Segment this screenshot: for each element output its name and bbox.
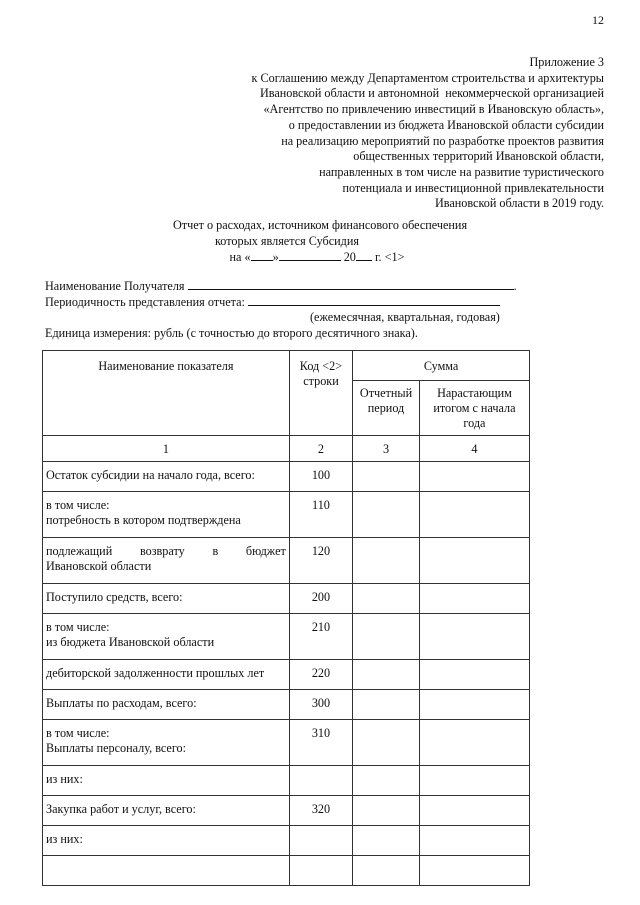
appendix-line: Ивановской области в 2019 году. — [434, 196, 604, 211]
recipient-end: . — [513, 279, 517, 293]
table-row — [43, 492, 530, 538]
row-code — [289, 856, 352, 886]
indicator-cell — [43, 614, 290, 660]
indicator-name: Выплаты по расходам, всего: — [46, 696, 197, 710]
indicator-cell — [43, 584, 290, 614]
day-blank[interactable] — [251, 249, 273, 261]
row-code: 300 — [289, 690, 352, 720]
row-code: 200 — [289, 584, 352, 614]
reporting-period-value[interactable] — [353, 856, 420, 886]
reporting-period-value[interactable] — [353, 462, 420, 492]
reporting-period-value[interactable] — [353, 766, 420, 796]
expense-report-table — [42, 350, 530, 886]
appendix-line: Приложение 3 — [529, 55, 604, 69]
header-sum: Сумма — [353, 351, 530, 381]
appendix-line: направленных в том числе на развитие туристического — [319, 164, 604, 179]
row-code: 310 — [289, 720, 352, 766]
col-num-4: 4 — [419, 436, 529, 462]
header-reporting-period: Отчетный период — [353, 381, 420, 436]
indicator-cell — [43, 462, 290, 492]
table-row — [43, 462, 530, 492]
table-row — [43, 826, 530, 856]
indicator-cell — [43, 690, 290, 720]
unit-of-measure: Единица измерения: рубль (с точностью до второго десятичного знака). — [45, 325, 418, 340]
indicator-name: из них: — [46, 772, 83, 786]
recipient-row — [45, 278, 517, 294]
page-number: 12 — [592, 13, 604, 27]
table-row — [43, 690, 530, 720]
date-mid1: » — [272, 250, 279, 265]
report-title — [0, 218, 640, 266]
row-code — [289, 766, 352, 796]
cumulative-value[interactable] — [419, 856, 529, 886]
appendix-line: к Соглашению между Департаментом строительства и архитектуры — [251, 70, 604, 85]
col-num-2: 2 — [289, 436, 352, 462]
reporting-period-value[interactable] — [353, 720, 420, 766]
cumulative-value[interactable] — [419, 766, 529, 796]
header-indicator: Наименование показателя — [43, 351, 290, 436]
row-code — [289, 826, 352, 856]
appendix-line: Ивановской области и автономной некоммерческой организацией — [259, 86, 604, 101]
table-row — [43, 766, 530, 796]
cumulative-value[interactable] — [419, 660, 529, 690]
indicator-name: Закупка работ и услуг, всего: — [46, 802, 196, 816]
table-row — [43, 538, 530, 584]
indicator-name: в том числе: — [46, 498, 110, 512]
indicator-name: в том числе: — [46, 726, 110, 740]
period-label: Периодичность представления отчета: — [45, 295, 248, 310]
header-row — [43, 351, 530, 381]
reporting-period-value[interactable] — [353, 492, 420, 538]
period-row — [45, 294, 517, 310]
cumulative-value[interactable] — [419, 614, 529, 660]
cumulative-value[interactable] — [419, 826, 529, 856]
reporting-period-value[interactable] — [353, 538, 420, 584]
indicator-name-line2: Ивановской области — [46, 559, 152, 573]
indicator-cell — [43, 766, 290, 796]
report-date-line — [0, 249, 637, 266]
period-input[interactable] — [248, 294, 500, 306]
row-code: 110 — [289, 492, 352, 538]
column-number-row — [43, 436, 530, 462]
indicator-name: Остаток субсидии на начало года, всего: — [46, 468, 255, 482]
date-mid2: 20 — [340, 250, 356, 265]
year-blank[interactable] — [356, 249, 372, 261]
cumulative-value[interactable] — [419, 584, 529, 614]
indicator-name: подлежащий возврату в бюджет — [46, 544, 286, 558]
header-code: Код <2> строки — [289, 351, 352, 436]
table-row — [43, 796, 530, 826]
table-row — [43, 584, 530, 614]
cumulative-value[interactable] — [419, 538, 529, 584]
indicator-cell — [43, 826, 290, 856]
row-code: 220 — [289, 660, 352, 690]
reporting-period-value[interactable] — [353, 660, 420, 690]
appendix-line: потенциала и инвестиционной привлекательности — [342, 180, 604, 195]
row-code: 320 — [289, 796, 352, 826]
indicator-name: в том числе: — [46, 620, 110, 634]
appendix-line: общественных территорий Ивановской области, — [353, 149, 604, 164]
reporting-period-value[interactable] — [353, 796, 420, 826]
reporting-period-value[interactable] — [353, 584, 420, 614]
col-num-3: 3 — [353, 436, 420, 462]
reporting-period-value[interactable] — [353, 690, 420, 720]
indicator-name-line2: потребность в котором подтверждена — [46, 513, 241, 527]
header-cumulative: Нарастающим итогом с начала года — [419, 381, 529, 436]
appendix-header — [184, 55, 604, 212]
cumulative-value[interactable] — [419, 796, 529, 826]
row-code: 100 — [289, 462, 352, 492]
indicator-cell — [43, 660, 290, 690]
cumulative-value[interactable] — [419, 462, 529, 492]
appendix-line: о предоставлении из бюджета Ивановской области субсидии — [288, 117, 604, 132]
table-row — [43, 660, 530, 690]
indicator-name-line2: из бюджета Ивановской области — [46, 635, 215, 649]
row-code: 120 — [289, 538, 352, 584]
appendix-line: на реализацию мероприятий по разработке проектов развития — [281, 133, 604, 148]
indicator-cell — [43, 720, 290, 766]
date-suffix: г. <1> — [371, 250, 405, 265]
table-row — [43, 614, 530, 660]
indicator-cell — [43, 538, 290, 584]
report-fields — [45, 278, 517, 341]
reporting-period-value[interactable] — [353, 614, 420, 660]
indicator-name: Поступило средств, всего: — [46, 590, 183, 604]
recipient-input[interactable] — [188, 278, 514, 290]
cumulative-value[interactable] — [419, 720, 529, 766]
cumulative-value[interactable] — [419, 690, 529, 720]
table-row — [43, 720, 530, 766]
report-title-line2: которых является Субсидия — [215, 233, 359, 248]
indicator-name: дебиторской задолженности прошлых лет — [46, 666, 265, 680]
indicator-name-line2: Выплаты персоналу, всего: — [46, 741, 187, 755]
table-body — [43, 462, 530, 886]
month-blank[interactable] — [279, 249, 341, 261]
indicator-cell — [43, 492, 290, 538]
indicator-cell — [43, 796, 290, 826]
indicator-name: из них: — [46, 832, 83, 846]
cumulative-value[interactable] — [419, 492, 529, 538]
indicator-cell — [43, 856, 290, 886]
reporting-period-value[interactable] — [353, 826, 420, 856]
appendix-line: «Агентство по привлечению инвестиций в Ивановскую область», — [263, 102, 604, 117]
report-title-line1: Отчет о расходах, источником финансового обеспечения — [172, 218, 468, 232]
date-prefix: на « — [229, 250, 251, 265]
row-code: 210 — [289, 614, 352, 660]
table-row — [43, 856, 530, 886]
period-hint: (ежемесячная, квартальная, годовая) — [310, 310, 500, 325]
recipient-label: Наименование Получателя — [45, 279, 188, 293]
col-num-1: 1 — [43, 436, 290, 462]
